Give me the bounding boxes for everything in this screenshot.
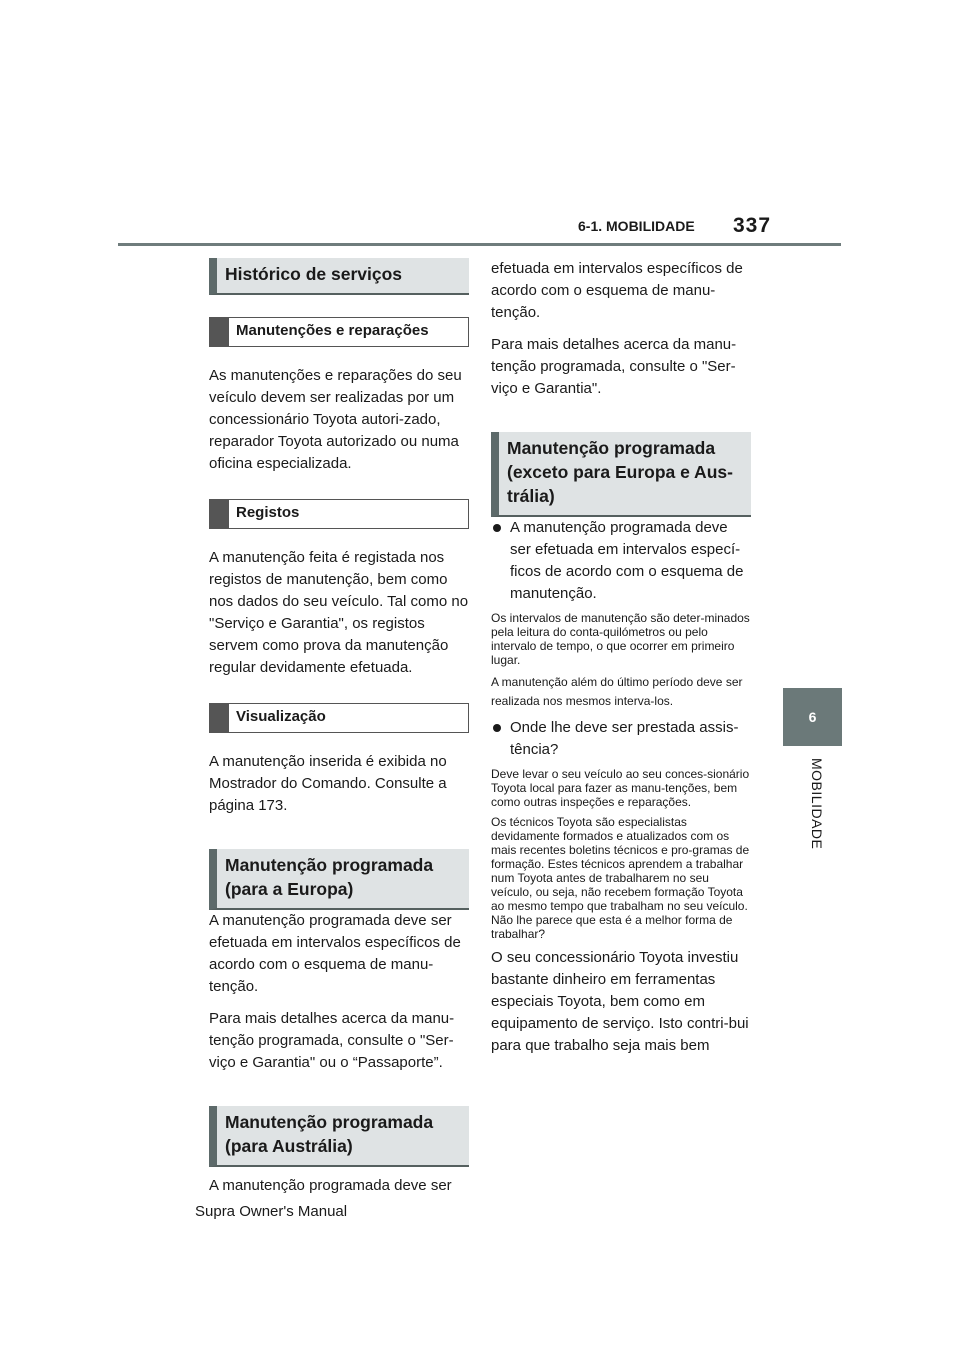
paragraph-display: A manutenção inserida é exibida no Mostrador do Comando. Consulte a página 173.: [209, 753, 447, 814]
bullet-icon: [493, 724, 501, 732]
chapter-number: 6: [808, 709, 817, 725]
heading-except-europe-australia: Manutenção programada (exceto para Europa e Aus-trália): [491, 432, 751, 517]
bullet-text: Onde lhe deve ser prestada assis-tência?: [510, 719, 739, 758]
right-column: [491, 258, 751, 1057]
note-after-last-period: A manutenção além do último período deve ser realizada nos mesmos interva-los.: [491, 675, 743, 708]
manual-title: Supra Owner's Manual: [195, 1203, 348, 1220]
paragraph-europe-1: A manutenção programada deve ser efetuada em intervalos específicos de acordo com o esquema de manu-tenção.: [209, 912, 461, 995]
paragraph-continued-2: Para mais detalhes acerca da manu-tenção programada, consulte o "Ser-viço e Garantia".: [491, 336, 737, 397]
paragraph-maintenance: As manutenções e reparações do seu veículo devem ser realizadas por um concessionário Toyota autori-zado, reparador Toyota autorizado ou numa oficina especializada.: [209, 367, 462, 472]
page-number: 337: [733, 214, 772, 237]
left-column: [209, 258, 469, 1197]
header-rule: [118, 243, 841, 246]
section-title: 6-1. MOBILIDADE: [578, 218, 695, 234]
note-intervals: Os intervalos de manutenção são deter-minados pela leitura do conta-quilómetros ou pelo intervalo de tempo, o que ocorrer em primeiro lugar.: [491, 611, 750, 667]
bullet-where-service: [491, 717, 751, 761]
paragraph-records: A manutenção feita é registada nos registos de manutenção, bem como nos dados do seu veículo. Tal como no "Serviço e Garantia", os registos servem como prova da manutenção regular devidamente efetuada.: [209, 549, 469, 676]
paragraph-australia: A manutenção programada deve ser: [209, 1177, 452, 1194]
paragraph-continued-1: efetuada em intervalos específicos de acordo com o esquema de manu-tenção.: [491, 260, 743, 321]
heading-europe: Manutenção programada (para a Europa): [209, 849, 469, 910]
bullet-text: A manutenção programada deve ser efetuada em intervalos especí-ficos de acordo com o esquema de manutenção.: [510, 519, 744, 602]
subheading-maintenance-repairs: Manutenções e reparações: [209, 317, 469, 347]
bullet-icon: [493, 524, 501, 532]
chapter-label: MOBILIDADE: [809, 758, 825, 850]
heading-service-history: Histórico de serviços: [209, 258, 469, 295]
paragraph-dealer-investment: O seu concessionário Toyota investiu bastante dinheiro em ferramentas especiais Toyota, bem como em equipamento de serviço. Isto contri-bui para que trabalho seja mais bem: [491, 949, 749, 1054]
note-technicians: Os técnicos Toyota são especialistas devidamente formados e atualizados com os mais recentes boletins técnicos e pro-gramas de formação. Estes técnicos aprendem a trabalhar num Toyota antes de trabalharem no seu veículo, ou seja, não recebem formação Toyota ao mesmo tempo que trabalham no seu veículo. Não lhe parece que esta é a melhor forma de trabalhar?: [491, 815, 750, 941]
note-take-vehicle: Deve levar o seu veículo ao seu conces-sionário Toyota local para fazer as manu-tenções, bem como outras inspeções e reparações.: [491, 767, 750, 809]
paragraph-europe-2: Para mais detalhes acerca da manu-tenção programada, consulte o "Ser-viço e Garantia" ou o “Passaporte”.: [209, 1010, 455, 1071]
subheading-display: Visualização: [209, 703, 469, 733]
heading-australia: Manutenção programada (para Austrália): [209, 1106, 469, 1167]
chapter-tab: [783, 688, 842, 746]
bullet-scheduled-maintenance: [491, 517, 751, 605]
subheading-records: Registos: [209, 499, 469, 529]
